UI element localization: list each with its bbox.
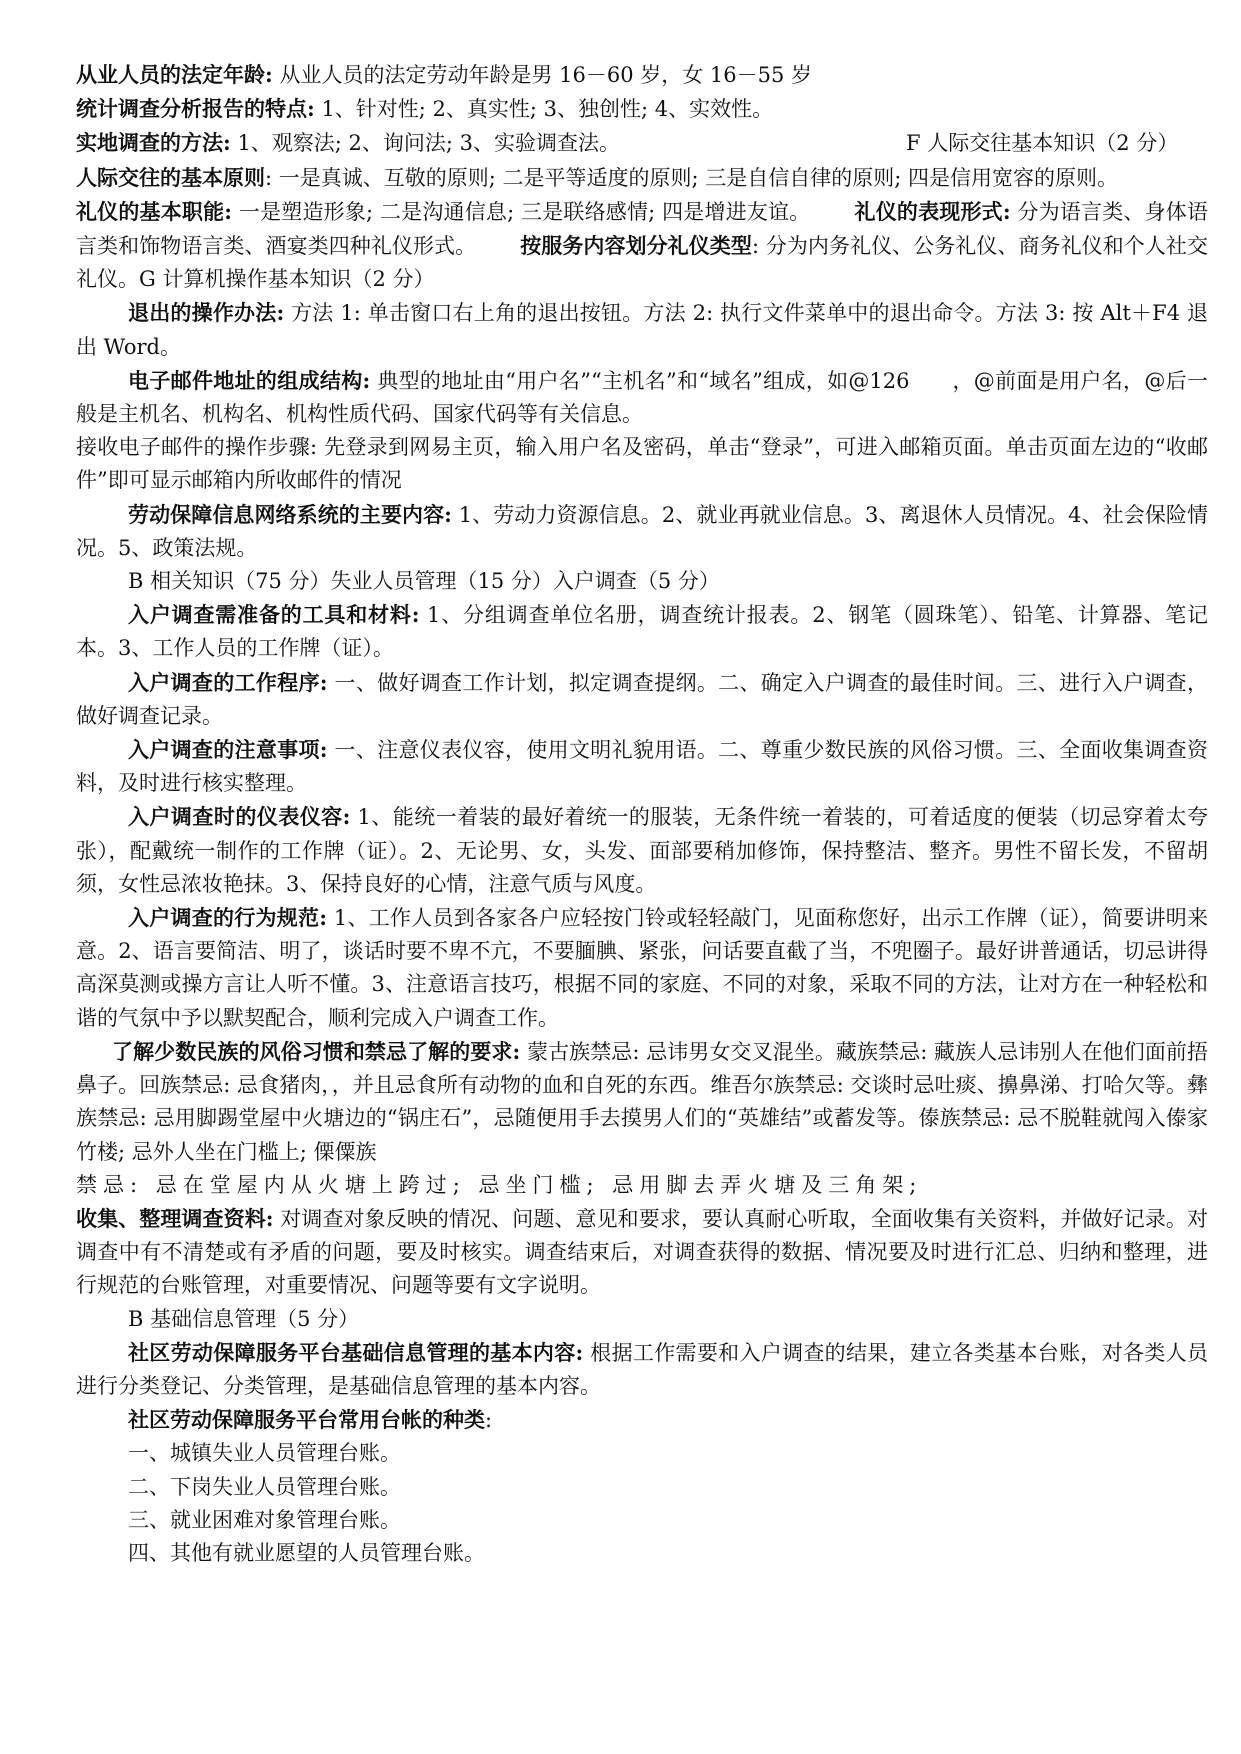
list-item: 四、其他有就业愿望的人员管理台账。	[128, 1540, 485, 1565]
paragraph-notes	[76, 733, 1208, 800]
heading-notes: 入户调查的注意事项:	[128, 737, 328, 763]
heading-etiquette-functions: 礼仪的基本职能:	[76, 198, 233, 224]
text-etiquette-types: : 分为内务礼仪、公务礼仪、商务礼仪和个人社交礼仪。G 计算机操作基本知识（2 分）	[76, 234, 1208, 292]
heading-customs: 了解少数民族的风俗习惯和禁忌了解的要求:	[112, 1038, 521, 1064]
paragraph-collect	[76, 1202, 1208, 1303]
text-etiquette-forms: 分为语言类、身体语言类和饰物语言类、酒宴类四种礼仪形式。	[76, 199, 1208, 259]
text-email-receive: 接收电子邮件的操作步骤: 先登录到网易主页，输入用户名及密码，单击“登录”，可进入邮箱页面。单击页面左边的“收邮件”即可显示邮箱内所收邮件的情况	[76, 435, 1208, 493]
text-tools: 1、分组调查单位名册，调查统计报表。2、钢笔（圆珠笔）、铅笔、计算器、笔记本。3、工作人员的工作牌（证）。	[76, 603, 1208, 661]
text-procedure: 一、做好调查工作计划，拟定调查提纲。二、确定入户调查的最佳时间。三、进行入户调查，做好调查记录。	[76, 670, 1208, 728]
heading-conduct: 入户调查的行为规范:	[128, 905, 327, 931]
section-title-b-basic	[76, 1303, 1208, 1336]
paragraph-etiquette	[76, 195, 1208, 297]
heading-email-structure: 电子邮件地址的组成结构:	[128, 367, 371, 393]
text-report-features: 1、针对性; 2、真实性; 3、独创性; 4、实效性。	[314, 97, 774, 122]
text-info-network: 1、劳动力资源信息。2、就业再就业信息。3、离退休人员情况。4、社会保险情况。5、政策法规。	[76, 502, 1208, 560]
section-title-f: F 人际交往基本知识（2 分）	[906, 131, 1179, 156]
text-section-b-basic: B 基础信息管理（5 分）	[128, 1306, 360, 1331]
list-item: 三、就业困难对象管理台账。	[128, 1507, 401, 1532]
paragraph-customs	[76, 1035, 1208, 1169]
paragraph-conduct	[76, 901, 1208, 1035]
text-etiquette-functions: 一是塑造形象; 二是沟通信息; 三是联络感情; 四是增进友谊。	[232, 199, 811, 224]
paragraph-procedure	[76, 666, 1208, 733]
heading-procedure: 入户调查的工作程序:	[128, 669, 328, 695]
paragraph-exit-method	[76, 296, 1208, 363]
paragraph-basic-content	[76, 1336, 1208, 1403]
section-title-b-related	[76, 565, 1208, 598]
paragraph-email-receive	[76, 431, 1208, 497]
heading-exit-method: 退出的操作办法:	[128, 300, 285, 326]
paragraph-tools	[76, 598, 1208, 665]
heading-etiquette-types: 按服务内容划分礼仪类型	[520, 233, 752, 259]
heading-collect: 收集、整理调查资料:	[76, 1205, 274, 1231]
text-survey-methods: 1、观察法; 2、询问法; 3、实验调查法。	[230, 131, 621, 156]
list-item: 一、城镇失业人员管理台账。	[128, 1441, 401, 1466]
heading-ledger-types: 社区劳动保障服务平台常用台帐的种类	[128, 1407, 485, 1433]
text-interpersonal-principles: : 一是真诚、互敬的原则; 二是平等适度的原则; 三是自信自律的原则; 四是信用宽容的原则。	[265, 165, 1118, 190]
paragraph-interpersonal-principles	[76, 161, 1208, 195]
heading-etiquette-forms: 礼仪的表现形式:	[854, 198, 1011, 224]
text-section-b-related: B 相关知识（75 分）失业人员管理（15 分）入户调查（5 分）	[128, 569, 720, 594]
paragraph-customs-cont	[76, 1169, 1208, 1202]
paragraph-legal-age	[76, 58, 1208, 92]
text-notes: 一、注意仪表仪容，使用文明礼貌用语。二、尊重少数民族的风俗习惯。三、全面收集调查资料，及时进行核实整理。	[76, 738, 1208, 796]
paragraph-survey-methods	[76, 126, 1208, 160]
text-customs: 蒙古族禁忌: 忌讳男女交叉混坐。藏族禁忌: 藏族人忌讳别人在他们面前捂鼻子。回族禁忌: 忌食猪肉，，并且忌食所有动物的血和自死的东西。维吾尔族禁忌: 交谈时忌吐痰、擤鼻涕、打哈欠等。彝族禁忌: 忌用脚踢堂屋中火塘边的“锅庄石”，忌随便用手去摸男人们的“英雄结”或蓄发等。傣族禁忌: 忌不脱鞋就闯入傣家竹楼; 忌外人坐在门槛上; 傈僳族	[76, 1039, 1208, 1164]
text-collect: 对调查对象反映的情况、问题、意见和要求，要认真耐心听取，全面收集有关资料，并做好记录。对调查中有不清楚或有矛盾的问题，要及时核实。调查结束后，对调查获得的数据、情况要及时进行汇总、归纳和整理，进行规范的台账管理，对重要情况、问题等要有文字说明。	[76, 1206, 1208, 1298]
text-conduct: 1、工作人员到各家各户应轻按门铃或轻轻敲门，见面称您好，出示工作牌（证），简要讲明来意。2、语言要简洁、明了，谈话时要不卑不亢，不要腼腆、紧张，问话要直截了当，不兜圈子。最好讲普通话，切忌讲得高深莫测或操方言让人听不懂。3、注意语言技巧，根据不同的家庭、不同的对象，采取不同的方法，让对方在一种轻松和谐的气氛中予以默契配合，顺利完成入户调查工作。	[76, 906, 1208, 1030]
document-page	[76, 58, 1208, 1570]
text-customs-cont: 禁忌: 忌在堂屋内从火塘上跨过; 忌坐门槛; 忌用脚去弄火塘及三角架;	[76, 1172, 923, 1197]
heading-survey-methods: 实地调查的方法:	[76, 130, 231, 156]
text-legal-age: 从业人员的法定劳动年龄是男 16－60 岁，女 16－55 岁	[272, 63, 813, 87]
heading-report-features: 统计调查分析报告的特点:	[76, 96, 315, 122]
heading-tools: 入户调查需准备的工具和材料:	[128, 602, 420, 628]
heading-interpersonal-principles: 人际交往的基本原则	[76, 164, 265, 190]
heading-appearance: 入户调查时的仪表仪容:	[128, 804, 351, 830]
text-exit-method: 方法 1: 单击窗口右上角的退出按钮。方法 2: 执行文件菜单中的退出命令。方法 3: 按 Alt＋F4 退出 Word。	[76, 301, 1208, 359]
text-ledger-types: :	[485, 1408, 493, 1433]
list-item: 二、下岗失业人员管理台账。	[128, 1474, 401, 1499]
heading-info-network: 劳动保障信息网络系统的主要内容:	[128, 501, 452, 527]
paragraph-report-features	[76, 92, 1208, 126]
paragraph-email-structure	[76, 364, 1208, 431]
text-email-structure: 典型的地址由“用户名”“主机名”和“域名”组成，如@126 ，@前面是用户名，@后一般是主机名、机构名、机构性质代码、国家代码等有关信息。	[76, 368, 1208, 427]
heading-legal-age: 从业人员的法定年龄:	[76, 62, 273, 87]
text-appearance: 1、能统一着装的最好着统一的服装，无条件统一着装的，可着适度的便装（切忌穿着太夸张），配戴统一制作的工作牌（证）。2、无论男、女，头发、面部要稍加修饰，保持整洁、整齐。男性不留长发，不留胡须，女性忌浓妆艳抹。3、保持良好的心情，注意气质与风度。	[76, 805, 1208, 896]
paragraph-info-network	[76, 498, 1208, 565]
paragraph-appearance	[76, 800, 1208, 901]
paragraph-ledger-types	[76, 1403, 1208, 1437]
text-basic-content: 根据工作需要和入户调查的结果，建立各类基本台账，对各类人员进行分类登记、分类管理，是基础信息管理的基本内容。	[76, 1340, 1208, 1398]
heading-basic-content: 社区劳动保障服务平台基础信息管理的基本内容:	[128, 1339, 584, 1365]
